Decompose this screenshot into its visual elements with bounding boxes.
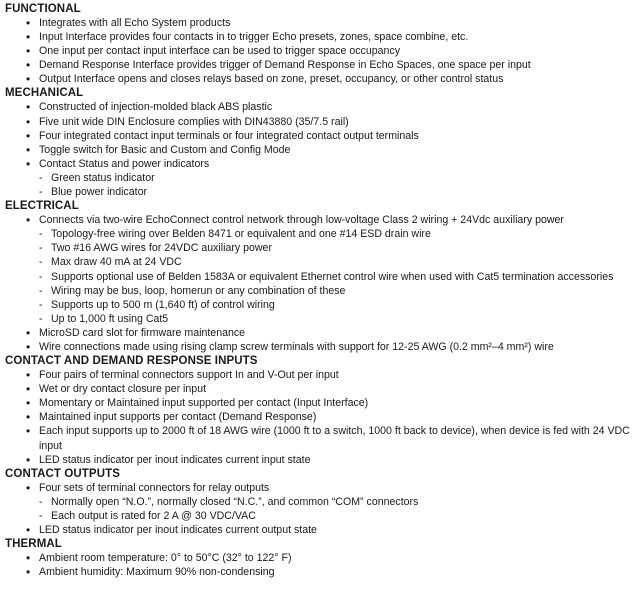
bullet-text: Connects via two-wire EchoConnect control network through low-voltage Class 2 wiring + 24Vdc auxiliary power	[39, 214, 564, 227]
bullet-item	[5, 157, 638, 199]
bullet-item	[5, 453, 638, 467]
sub-bullet-list	[39, 227, 638, 326]
sub-bullet-item: - Green status indicator	[39, 171, 638, 185]
sub-bullet-list	[39, 171, 638, 199]
bullet-item	[5, 72, 638, 86]
bullet-item	[5, 551, 638, 565]
bullet-text: One input per contact input interface can be used to trigger space occupancy	[39, 45, 400, 58]
bullet-item	[5, 410, 638, 424]
bullet-text: Ambient humidity: Maximum 90% non-condensing	[39, 566, 275, 579]
bullet-item	[5, 44, 638, 58]
sub-bullet-item: - Blue power indicator	[39, 185, 638, 199]
bullet-item	[5, 16, 638, 30]
bullet-item	[5, 326, 638, 340]
bullet-text: MicroSD card slot for firmware maintenance	[39, 326, 246, 339]
bullet-list	[5, 213, 638, 354]
section-heading: CONTACT AND DEMAND RESPONSE INPUTS	[5, 355, 258, 368]
bullet-text: Input Interface provides four contacts in to trigger Echo presets, zones, space combine, etc.	[39, 31, 469, 44]
bullet-item	[5, 115, 638, 129]
bullet-text: Five unit wide DIN Enclosure complies with DIN43880 (35/7.5 rail)	[39, 115, 349, 128]
bullet-text: Each input supports up to 2000 ft of 18 AWG wire (1000 ft to a switch, 1000 ft back to device), when device is fed with 24 VDC input	[39, 425, 630, 452]
bullet-list	[5, 100, 638, 199]
bullet-item	[5, 58, 638, 72]
bullet-item	[5, 213, 638, 326]
bullet-item	[5, 382, 638, 396]
bullet-text: Four pairs of terminal connectors support In and V-Out per input	[39, 369, 339, 382]
bullet-text: Integrates with all Echo System products	[39, 17, 231, 29]
bullet-text: Contact Status and power indicators	[39, 157, 210, 170]
sub-bullet-list	[39, 495, 638, 523]
bullet-item	[5, 565, 638, 579]
bullet-text: Demand Response Interface provides trigger of Demand Response in Echo Spaces, one space per input	[39, 59, 531, 72]
bullet-text: Four sets of terminal connectors for relay outputs	[39, 481, 270, 494]
bullet-item	[5, 481, 638, 523]
bullet-item	[5, 129, 638, 143]
spec-section	[5, 467, 638, 537]
sub-bullet-item: - Up to 1,000 ft using Cat5	[39, 312, 638, 326]
spec-section	[5, 86, 638, 199]
bullet-text: Output Interface opens and closes relays based on zone, preset, occupancy, or other control status	[39, 73, 504, 86]
bullet-item	[5, 368, 638, 382]
bullet-item	[5, 424, 638, 452]
bullet-text: Ambient room temperature: 0° to 50°C (32° to 122° F)	[39, 552, 292, 565]
bullet-list	[5, 368, 638, 467]
bullet-list	[5, 551, 638, 579]
spec-section	[5, 199, 638, 354]
section-heading: CONTACT OUTPUTS	[5, 467, 121, 480]
bullet-text: Maintained input supports per contact (Demand Response)	[39, 411, 317, 424]
sub-bullet-item: - Normally open “N.O.”, normally closed “N.C.”, and common “COM” connectors	[39, 495, 638, 509]
spec-section	[5, 2, 638, 86]
sub-bullet-item: - Max draw 40 mA at 24 VDC	[39, 255, 638, 269]
section-heading: MECHANICAL	[5, 87, 84, 100]
bullet-text: Wire connections made using rising clamp screw terminals with support for 12-25 AWG (0.2 mm²–4 mm²) wire	[39, 340, 554, 353]
bullet-item	[5, 396, 638, 410]
section-heading: ELECTRICAL	[5, 200, 79, 213]
bullet-item	[5, 30, 638, 44]
bullet-list	[5, 481, 638, 537]
bullet-text: LED status indicator per inout indicates current output state	[39, 524, 317, 536]
bullet-item	[5, 100, 638, 114]
bullet-text: Toggle switch for Basic and Custom and Config Mode	[39, 143, 291, 156]
sub-bullet-item: - Supports optional use of Belden 1583A or equivalent Ethernet control wire when used with Cat5 termination accessories	[39, 270, 638, 284]
bullet-text: Constructed of injection-molded black ABS plastic	[39, 101, 273, 114]
bullet-text: Four integrated contact input terminals or four integrated contact output terminals	[39, 129, 419, 142]
spec-section	[5, 354, 638, 467]
bullet-item	[5, 143, 638, 157]
section-heading: THERMAL	[5, 538, 62, 551]
sub-bullet-item: - Wiring may be bus, loop, homerun or any combination of these	[39, 284, 638, 298]
section-heading: FUNCTIONAL	[5, 3, 81, 15]
sub-bullet-item: - Each output is rated for 2 A @ 30 VDC/VAC	[39, 509, 638, 523]
sub-bullet-item: - Two #16 AWG wires for 24VDC auxiliary power	[39, 241, 638, 255]
bullet-item	[5, 340, 638, 354]
bullet-text: LED status indicator per inout indicates current input state	[39, 453, 311, 466]
sub-bullet-item: - Topology-free wiring over Belden 8471 or equivalent and one #14 ESD drain wire	[39, 227, 638, 241]
bullet-item	[5, 523, 638, 537]
sub-bullet-item: - Supports up to 500 m (1,640 ft) of control wiring	[39, 298, 638, 312]
bullet-list	[5, 16, 638, 86]
spec-section	[5, 537, 638, 579]
bullet-text: Momentary or Maintained input supported per contact (Input Interface)	[39, 397, 369, 410]
bullet-text: Wet or dry contact closure per input	[39, 383, 207, 396]
